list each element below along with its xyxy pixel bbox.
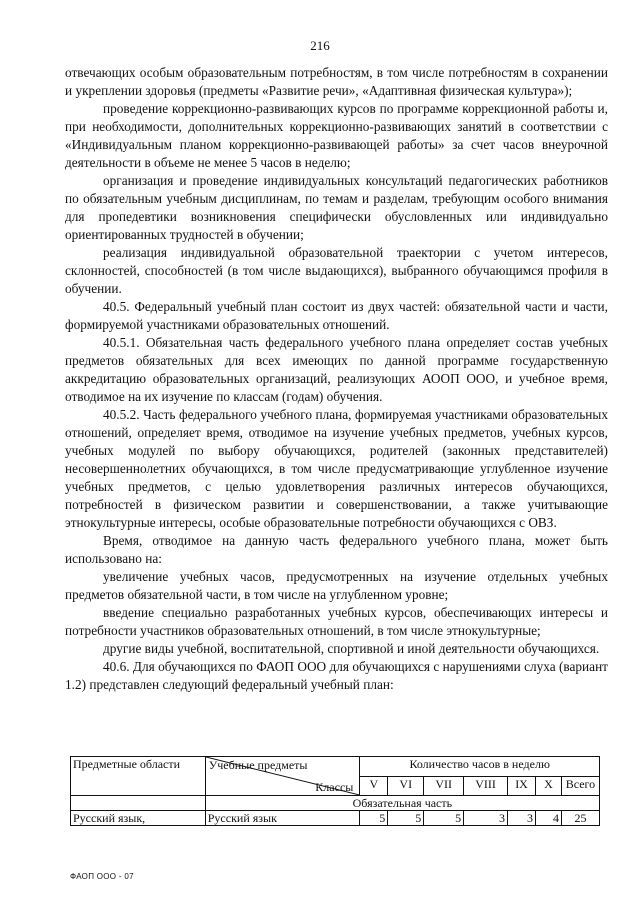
grade-header: X	[536, 776, 562, 796]
row-hours: 4	[536, 811, 562, 826]
header-subjects-classes	[205, 757, 360, 796]
row-hours: 5	[360, 811, 388, 826]
grade-header: IX	[508, 776, 536, 796]
row-subject-area: Русский язык,	[71, 811, 206, 826]
row-subject: Русский язык	[205, 811, 360, 826]
grade-header: VII	[424, 776, 464, 796]
header-hours-per-week: Количество часов в неделю	[360, 757, 600, 777]
paragraph: другие виды учебной, воспитательной, спортивной и иной деятельности обучающихся.	[103, 641, 600, 656]
paragraph: отвечающих особым образовательным потребностям, в том числе потребностям в сохранении и укреплении здоровья (предметы «Развитие речи», «Адаптивная физическая культура»);	[65, 65, 608, 98]
grade-header: VI	[388, 776, 424, 796]
header-subjects: Учебные предметы	[208, 758, 308, 772]
row-total: 25	[561, 811, 599, 826]
paragraph: 40.5.2. Часть федерального учебного плана, формируемая участниками образовательных отношений, определяет время, отводимое на изучение учебных предметов, учебных курсов, учебных модулей по выбору обучающихся, родителей (законных представителей) несовершеннолетних обучающихся, в том числе предусматривающие углубленное изучение учебных предметов, с целью удовлетворения различных интересов обучающихся, потребностей в физическом развитии и совершенствовании, а также учитывающие этнокультурные интересы, особые образовательные потребности обучающихся с ОВЗ.	[65, 407, 608, 530]
paragraph: организация и проведение индивидуальных консультаций педагогических работников по обязательным учебным дисциплинам, по темам и разделам, требующим особого внимания для пропедевтики возникновения специфически обусловленных или индивидуально ориентированных трудностей в обучении;	[65, 173, 608, 242]
row-hours: 3	[464, 811, 508, 826]
document-body	[65, 64, 608, 694]
header-subject-area: Предметные области	[71, 757, 206, 796]
grade-header: VIII	[464, 776, 508, 796]
paragraph: проведение коррекционно-развивающих курсов по программе коррекционной работы и, при необходимости, дополнительных коррекционно-развивающих занятий в соответствии с «Индивидуальным планом коррекционно-развивающей работы» за счет часов внеурочной деятельности в объеме не менее 5 часов в неделю;	[65, 101, 608, 170]
table-row	[71, 811, 600, 826]
paragraph: Время, отводимое на данную часть федерального учебного плана, может быть использовано на:	[65, 533, 608, 566]
page-number: 216	[310, 38, 330, 53]
grade-header: V	[360, 776, 388, 796]
paragraph: 40.6. Для обучающихся по ФАОП ООО для обучающихся с нарушениями слуха (вариант 1.2) представлен следующий федеральный учебный план:	[65, 659, 608, 692]
header-classes: Классы	[315, 780, 354, 794]
footer-code: ФАОП ООО - 07	[70, 872, 134, 881]
paragraph: введение специально разработанных учебных курсов, обеспечивающих интересы и потребности участников образовательных отношений, в том числе этнокультурные;	[65, 605, 608, 638]
section-mandatory: Обязательная часть	[205, 796, 599, 811]
row-hours: 5	[424, 811, 464, 826]
row-hours: 5	[388, 811, 424, 826]
curriculum-table	[70, 756, 600, 826]
paragraph: 40.5. Федеральный учебный план состоит из двух частей: обязательной части и части, формируемой участниками образовательных отношений.	[65, 299, 608, 332]
paragraph: увеличение учебных часов, предусмотренных на изучение отдельных учебных предметов обязательной части, в том числе на углубленном уровне;	[65, 569, 608, 602]
paragraph: 40.5.1. Обязательная часть федерального учебного плана определяет состав учебных предметов обязательных для всех имеющих по данной программе государственную аккредитацию образовательных организаций, реализующих АООП ООО, и учебное время, отводимое на их изучение по классам (годам) обучения.	[65, 335, 608, 404]
paragraph: реализация индивидуальной образовательной траектории с учетом интересов, склонностей, способностей (в том числе выдающихся), выбранного обучающимся профиля в обучении.	[65, 245, 608, 296]
row-hours: 3	[508, 811, 536, 826]
total-header: Всего	[561, 776, 599, 796]
